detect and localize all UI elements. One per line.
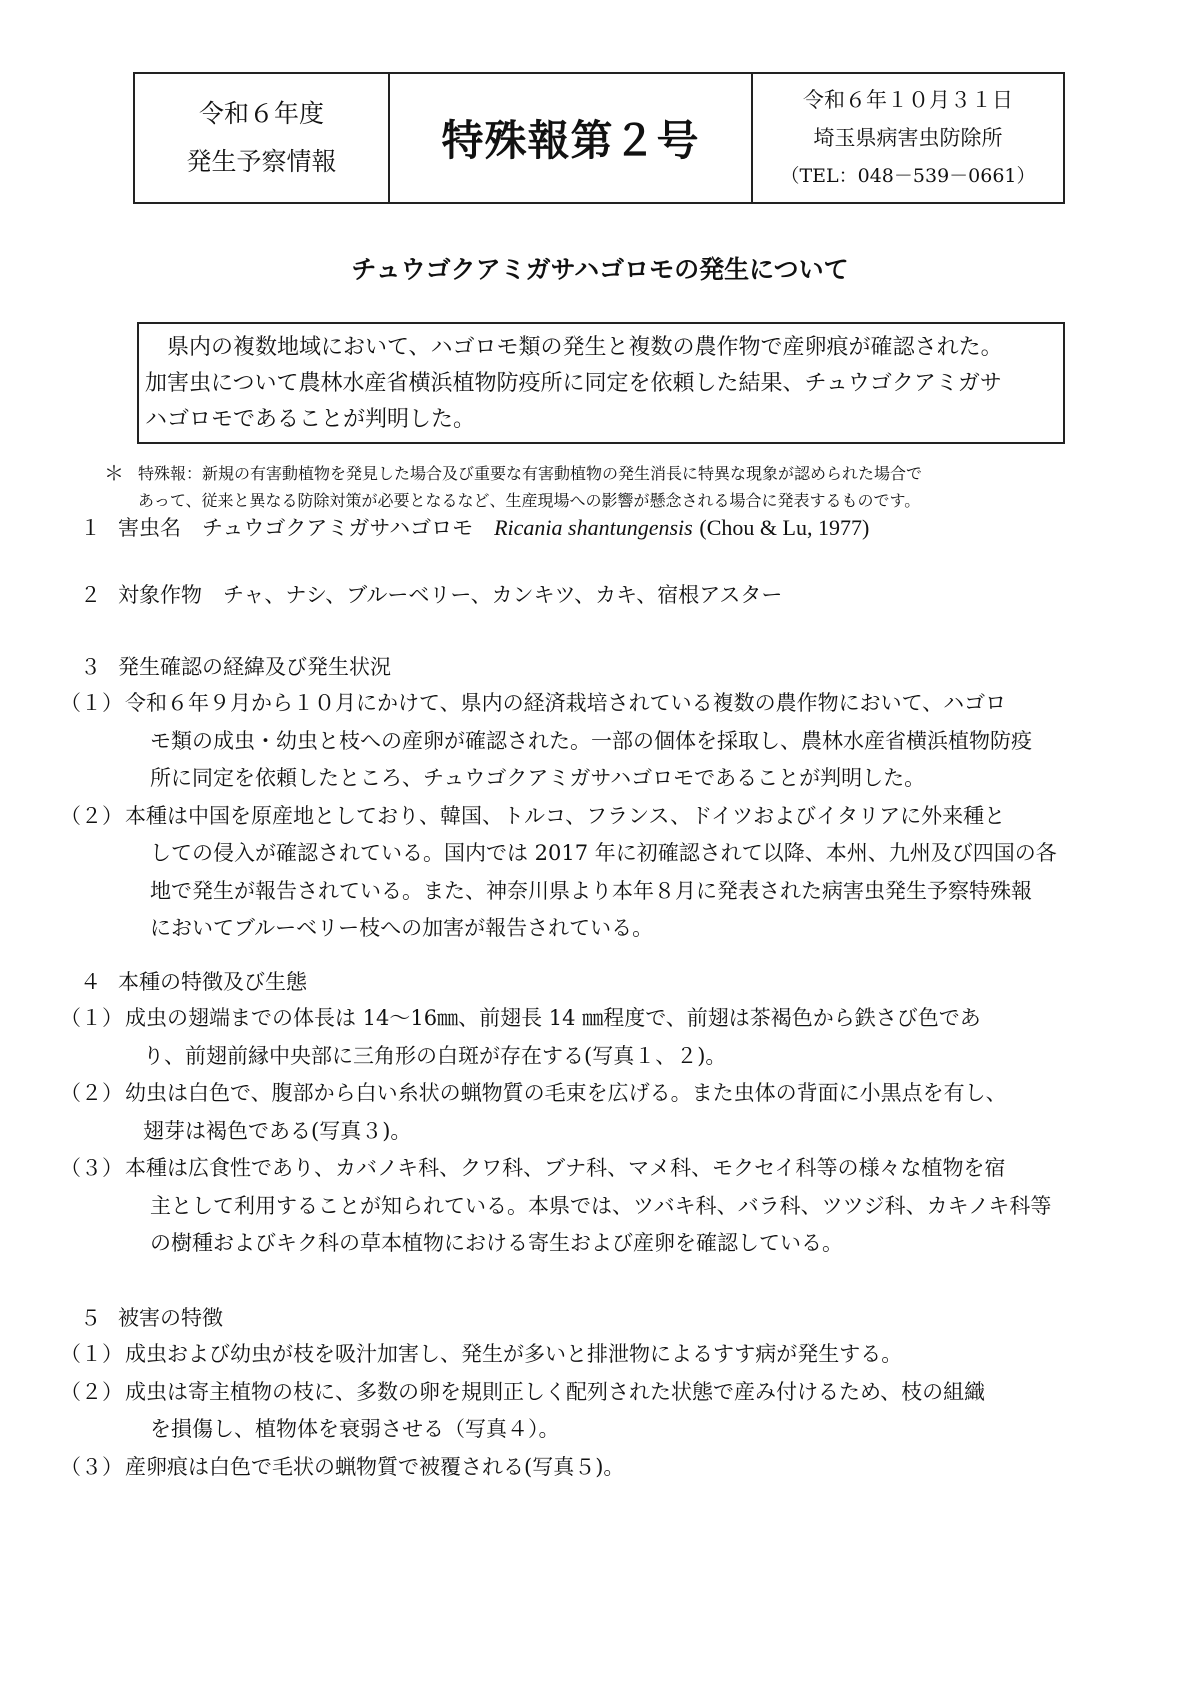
section-characteristics [60,964,1140,1263]
item-label: （３） [60,1454,123,1479]
header-left-cell [135,74,390,202]
list-item [60,1150,1140,1263]
section-number: ４ [80,970,101,994]
item-label: （３） [60,1156,123,1180]
section-heading [80,964,1140,1000]
item-line: 翅芽は褐色である(写真３)。 [143,1118,412,1143]
section-occurrence [60,649,1140,948]
header-title-cell [390,74,753,202]
section-heading [80,577,1140,613]
summary-line: 県内の複数地域において、ハゴロモ類の発生と複数の農作物で産卵痕が確認された。 [167,335,1003,360]
summary-line: ハゴロモであることが判明した。 [145,407,476,432]
year-label: 令和６年度 [198,99,324,128]
section-number: ５ [80,1306,101,1330]
section-number: ３ [80,655,101,679]
section-damage [60,1300,1140,1486]
note-line: 特殊報：新規の有害動植物を発見した場合及び重要な有害動植物の発生消長に特異な現象が認められた場合で [138,464,923,483]
item-line: しての侵入が確認されている。国内では 2017 年に初確認されて以降、本州、九州及び四国の各 [150,841,1057,865]
pest-common-name: 害虫名 チュウゴクアミガサハゴロモ [118,516,474,540]
item-label: （２） [60,1081,123,1105]
item-label: （１） [60,691,123,715]
header-table [133,72,1065,204]
item-label: （１） [60,1006,123,1030]
item-line: 幼虫は白色で、腹部から白い糸状の蝋物質の毛束を広げる。また虫体の背面に小黒点を有し、 [125,1081,1007,1105]
item-line: 本種は中国を原産地としており、韓国、トルコ、フランス、ドイツおよびイタリアに外来種と [125,803,1006,828]
item-line: モ類の成虫・幼虫と枝への産卵が確認された。一部の個体を採取し、農林水産省横浜植物防疫 [150,728,1032,753]
section-heading [80,1300,1140,1336]
issue-date: 令和６年１０月３１日 [803,88,1013,112]
item-line: 成虫の翅端までの体長は 14～16㎜、前翅長 14 ㎜程度で、前翅は茶褐色から鉄さび色であ [125,1006,981,1030]
document-title: チュウゴクアミガサハゴロモの発生について [351,255,849,284]
note-line: あって、従来と異なる防除対策が必要となるなど、生産現場への影響が懸念される場合に発表するものです。 [138,491,921,510]
item-line: 主として利用することが知られている。本県では、ツバキ科、バラ科、ツツジ科、カキノキ科等 [150,1193,1052,1218]
list-item [60,1374,1140,1449]
item-line: を損傷し、植物体を衰弱させる（写真４）。 [150,1417,560,1441]
list-item [60,1449,1140,1487]
section-title: 本種の特徴及び生態 [118,970,307,994]
section-pest-name [80,510,1140,546]
item-line: 成虫および幼虫が枝を吸汁加害し、発生が多いと排泄物によるすす病が発生する。 [125,1342,903,1366]
summary-line: 加害虫について農林水産省横浜植物防疫所に同定を依頼した結果、チュウゴクアミガサ [145,371,1002,396]
note-text [138,460,1098,514]
section-title: 発生確認の経緯及び発生状況 [118,655,391,679]
pest-author: (Chou & Lu, 1977) [699,515,870,540]
item-line: 令和６年９月から１０月にかけて、県内の経済栽培されている複数の農作物において、ハゴロ [125,691,1007,715]
list-item [60,798,1140,948]
item-line: 成虫は寄主植物の枝に、多数の卵を規則正しく配列された状態で産み付けるため、枝の組織 [125,1379,986,1404]
pest-scientific-name: Ricania shantungensis [494,515,693,540]
list-item [60,1336,1140,1374]
item-label: （２） [60,803,123,828]
item-line: においてブルーベリー枝への加害が報告されている。 [150,916,654,940]
section-heading [80,510,1140,546]
header-right-cell [753,74,1063,202]
info-type: 発生予察情報 [186,147,337,176]
item-line: の樹種およびキク科の草本植物における寄生および産卵を確認している。 [150,1231,843,1255]
item-line: り、前翅前縁中央部に三角形の白斑が存在する(写真１、２)。 [143,1043,727,1068]
item-line: 地で発生が報告されている。また、神奈川県より本年８月に発表された病害虫発生予察特殊報 [150,878,1032,903]
item-line: 所に同定を依頼したところ、チュウゴクアミガサハゴロモであることが判明した。 [150,766,926,790]
list-item [60,1075,1140,1150]
list-item [60,685,1140,798]
section-title: 被害の特徴 [118,1306,223,1330]
section-number: ２ [80,583,101,607]
item-label: （２） [60,1379,123,1404]
item-line: 本種は広食性であり、カバノキ科、クワ科、ブナ科、マメ科、モクセイ科等の様々な植物を宿 [125,1156,1006,1180]
bulletin-title: 特殊報第２号 [441,116,700,165]
summary-box [137,322,1065,444]
item-line: 産卵痕は白色で毛状の蝋物質で被覆される(写真５)。 [125,1454,625,1479]
section-target-crops [80,577,1140,613]
note-asterisk: ＊ [104,461,124,485]
issuer: 埼玉県病害虫防除所 [813,126,1003,150]
issuer-tel: （TEL：048－539－0661） [780,165,1036,187]
section-number: １ [80,516,101,540]
section-heading [80,649,1140,685]
item-label: （１） [60,1342,123,1366]
target-crops: 対象作物 チャ、ナシ、ブルーベリー、カンキツ、カキ、宿根アスター [118,583,783,607]
list-item [60,1000,1140,1075]
